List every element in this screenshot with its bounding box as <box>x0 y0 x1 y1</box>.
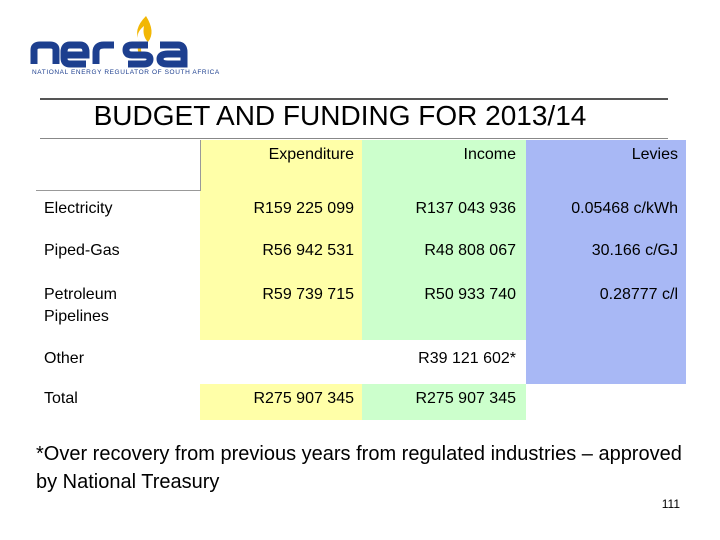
row-label-other: Other <box>44 350 85 367</box>
petroleum-pipelines-expenditure: R59 739 715 <box>262 286 354 303</box>
other-income: R39 121 602* <box>418 350 516 367</box>
total-income: R275 907 345 <box>415 390 516 407</box>
header-expenditure: Expenditure <box>268 146 354 163</box>
electricity-expenditure: R159 225 099 <box>253 200 354 217</box>
budget-table <box>36 140 686 420</box>
row-label-electricity: Electricity <box>44 200 113 217</box>
electricity-levies: 0.05468 c/kWh <box>571 200 678 217</box>
logo-tagline: NATIONAL ENERGY REGULATOR OF SOUTH AFRICA <box>32 69 220 76</box>
page-title: BUDGET AND FUNDING FOR 2013/14 <box>93 100 587 131</box>
row-label-petroleum-pipelines: Petroleum Pipelines <box>44 286 117 325</box>
petroleum-pipelines-levies: 0.28777 c/l <box>599 286 678 303</box>
row-label-total: Total <box>44 390 78 407</box>
electricity-income: R137 043 936 <box>415 200 516 217</box>
total-expenditure: R275 907 345 <box>253 390 354 407</box>
page-number: 111 <box>661 497 680 511</box>
footnote: *Over recovery from previous years from regulated industries – approved by National Treasury <box>36 443 682 493</box>
levies-column-bg <box>526 140 686 420</box>
row-label-piped-gas: Piped-Gas <box>44 242 120 259</box>
piped-gas-levies: 30.166 c/GJ <box>591 242 678 259</box>
piped-gas-income: R48 808 067 <box>424 242 516 259</box>
header-income: Income <box>463 146 516 163</box>
table-corner-cell <box>36 140 201 191</box>
piped-gas-expenditure: R56 942 531 <box>262 242 354 259</box>
total-row-blank <box>526 384 686 420</box>
header-levies: Levies <box>631 146 678 163</box>
petroleum-pipelines-income: R50 933 740 <box>424 286 516 303</box>
